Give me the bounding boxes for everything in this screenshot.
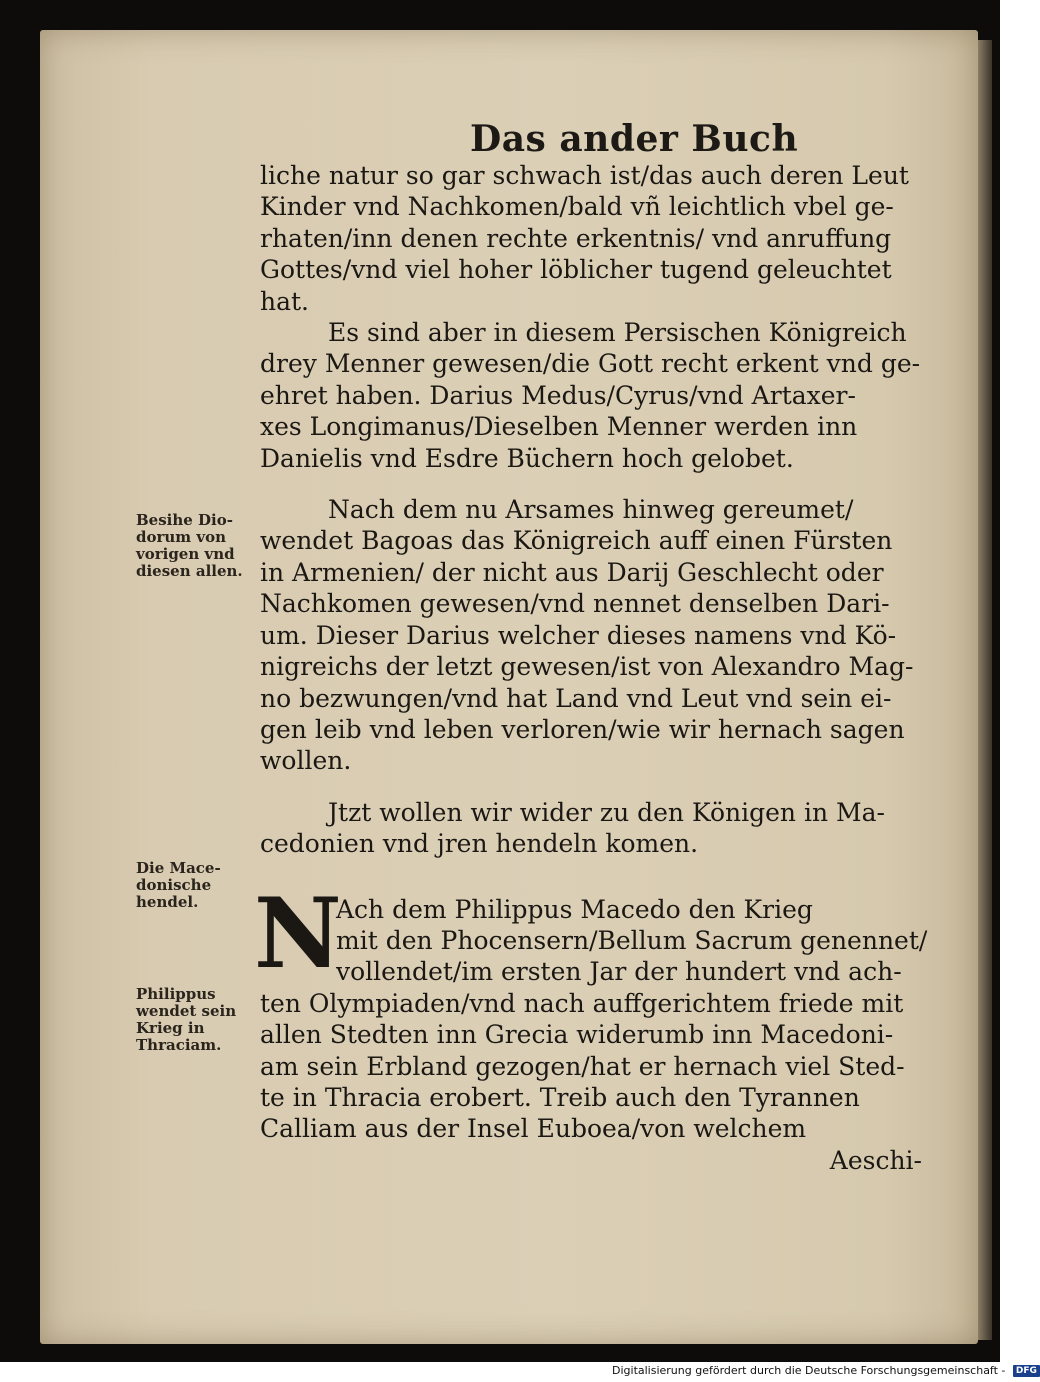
marginal-note-thraciam bbox=[136, 986, 264, 1054]
text-line: hat. bbox=[260, 286, 309, 316]
catchword: Aeschi- bbox=[829, 1145, 922, 1175]
marginal-line: donische bbox=[136, 876, 212, 894]
text-line: rhaten/inn denen rechte erkentnis/ vnd anruffung bbox=[260, 223, 892, 253]
paragraph-5 bbox=[254, 876, 936, 1177]
marginal-line: vorigen vnd bbox=[136, 545, 235, 563]
text-line: Ach dem Philippus Macedo den Krieg bbox=[336, 894, 813, 924]
text-line: Jtzt wollen wir wider zu den Königen in Ma- bbox=[328, 797, 885, 827]
text-line: te in Thracia erobert. Treib auch den Tyrannen bbox=[260, 1082, 860, 1112]
paragraph-3 bbox=[260, 494, 936, 777]
text-line: am sein Erbland gezogen/hat er hernach viel Sted- bbox=[260, 1051, 905, 1081]
running-head: Das ander Buch bbox=[470, 118, 799, 160]
text-line: Nachkomen gewesen/vnd nennet denselben Dari- bbox=[260, 589, 890, 619]
paragraph-1 bbox=[260, 160, 936, 317]
marginal-line: hendel. bbox=[136, 893, 199, 911]
text-line: Kinder vnd Nachkomen/bald vñ leichtlich vbel ge- bbox=[260, 192, 894, 222]
text-line: mit den Phocensern/Bellum Sacrum genennet/ bbox=[336, 925, 928, 955]
marginal-line: Thraciam. bbox=[136, 1036, 222, 1054]
text-line: allen Stedten inn Grecia widerumb inn Macedoni- bbox=[260, 1020, 894, 1050]
text-line: xes Longimanus/Dieselben Menner werden inn bbox=[260, 412, 858, 442]
text-line: Gottes/vnd viel hoher löblicher tugend geleuchtet bbox=[260, 255, 892, 285]
text-line: um. Dieser Darius welcher dieses namens vnd Kö- bbox=[260, 620, 897, 650]
dfg-logo-icon: DFG bbox=[1013, 1365, 1040, 1377]
marginal-line: wendet sein bbox=[136, 1002, 237, 1020]
text-line: wollen. bbox=[260, 746, 352, 776]
page-edge bbox=[978, 40, 992, 1340]
text-line: in Armenien/ der nicht aus Darij Geschlecht oder bbox=[260, 557, 884, 587]
text-line: drey Menner gewesen/die Gott recht erkent vnd ge- bbox=[260, 349, 921, 379]
marginal-line: Besihe Dio- bbox=[136, 511, 233, 529]
text-line: Es sind aber in diesem Persischen Königreich bbox=[328, 318, 907, 348]
marginal-line: diesen allen. bbox=[136, 562, 243, 580]
main-text-block bbox=[254, 160, 936, 1176]
marginal-line: Krieg in bbox=[136, 1019, 205, 1037]
text-line: nigreichs der letzt gewesen/ist von Alexandro Mag- bbox=[260, 652, 914, 682]
text-line: ten Olympiaden/vnd nach auffgerichtem friede mit bbox=[260, 988, 904, 1018]
text-line: Nach dem nu Arsames hinweg gereumet/ bbox=[328, 495, 854, 525]
text-line: Danielis vnd Esdre Büchern hoch gelobet. bbox=[260, 443, 794, 473]
marginal-line: Philippus bbox=[136, 985, 216, 1003]
text-line: vollendet/im ersten Jar der hundert vnd ach- bbox=[336, 957, 902, 987]
paragraph-4 bbox=[260, 797, 936, 860]
marginal-note-diodorus bbox=[136, 512, 264, 580]
text-line: no bezwungen/vnd hat Land vnd Leut vnd sein ei- bbox=[260, 683, 892, 713]
marginal-line: Die Mace- bbox=[136, 859, 221, 877]
credit-text: Digitalisierung gefördert durch die Deutsche Forschungsgemeinschaft - bbox=[612, 1364, 1006, 1377]
text-line: wendet Bagoas das Königreich auff einen Fürsten bbox=[260, 526, 893, 556]
digitization-credit bbox=[612, 1364, 1040, 1377]
book-page bbox=[40, 30, 978, 1344]
text-line: gen leib vnd leben verloren/wie wir hernach sagen bbox=[260, 714, 905, 744]
paragraph-2 bbox=[260, 317, 936, 474]
text-line: ehret haben. Darius Medus/Cyrus/vnd Artaxer- bbox=[260, 380, 856, 410]
marginal-line: dorum von bbox=[136, 528, 227, 546]
text-line: cedonien vnd jren hendeln komen. bbox=[260, 829, 699, 859]
drop-capital: N bbox=[254, 876, 342, 990]
text-line: liche natur so gar schwach ist/das auch deren Leut bbox=[260, 161, 909, 190]
text-line: Calliam aus der Insel Euboea/von welchem bbox=[260, 1114, 807, 1144]
marginal-note-macedonische-hendel bbox=[136, 860, 264, 911]
